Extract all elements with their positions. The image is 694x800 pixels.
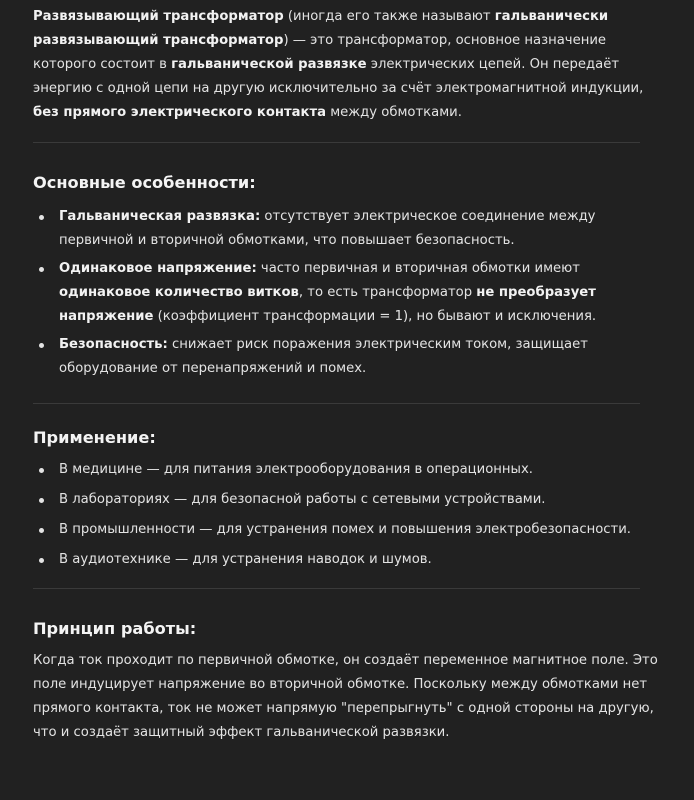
bullet-icon [39,498,44,503]
application-text: В промышленности — для устранения помех и повышения электробезопасности. [59,522,631,537]
feature-text: отсутствует электрическое соединение между первичной и вторичной обмотками, что повышает безопасность. [59,209,596,248]
applications-list [33,458,670,572]
list-item [33,548,670,572]
intro-bold-term: Развязывающий трансформатор [33,9,284,24]
application-text: В медицине — для питания электрооборудования в операционных. [59,462,533,477]
list-item [33,205,670,253]
feature-text: снижает риск поражения электрическим током, защищает оборудование от перенапряжений и помех. [59,337,588,376]
feature-bold: не преобразует напряжение [59,285,596,324]
list-item [33,333,670,381]
intro-bold-purpose: гальванической развязке [171,57,367,72]
features-heading: Основные особенности: [33,173,256,192]
list-item [33,518,670,542]
feature-text: (коэффициент трансформации = 1), но бывают и исключения. [153,309,597,324]
intro-text: ) — это трансформатор, основное назначение которого состоит в [33,33,606,72]
feature-label: Одинаковое напряжение: [59,261,257,276]
intro-text: (иногда его также называют [283,9,495,24]
features-list [33,205,670,381]
application-text: В лабораториях — для безопасной работы с сетевыми устройствами. [59,492,546,507]
bullet-icon [39,558,44,563]
bullet-icon [39,528,44,533]
principle-paragraph: Когда ток проходит по первичной обмотке, он создаёт переменное магнитное поле. Это поле индуцирует напряжение во вторичной обмотке. Поскольку между обмотками нет прямого контакта, ток не может напрямую "перепрыгнуть" с одной стороны на другую, что и создаёт защитный эффект гальванической развязки. [33,653,658,740]
section-divider [33,588,640,589]
bullet-icon [39,468,44,473]
feature-text: часто первичная и вторичная обмотки имеют [256,261,580,276]
bullet-icon [39,343,44,348]
intro-paragraph [33,0,670,125]
feature-text: , то есть трансформатор [298,285,477,300]
list-item [33,488,670,512]
bullet-icon [39,215,44,220]
section-divider [33,142,640,143]
principle-heading: Принцип работы: [33,619,197,638]
intro-bold-no-contact: без прямого электрического контакта [33,105,327,120]
intro-text: электрических цепей. Он передаёт энергию с одной цепи на другую исключительно за счёт электромагнитной индукции, [33,57,644,96]
feature-bold: одинаковое количество витков [59,285,299,300]
bullet-icon [39,267,44,272]
feature-label: Гальваническая развязка: [59,209,261,224]
section-divider [33,403,640,404]
applications-heading: Применение: [33,428,156,447]
feature-label: Безопасность: [59,337,168,352]
list-item [33,458,670,482]
application-text: В аудиотехнике — для устранения наводок и шумов. [59,552,432,567]
intro-text: между обмотками. [326,105,462,120]
intro-bold-alt-term: гальванически развязывающий трансформатор [33,9,609,48]
list-item [33,257,670,329]
